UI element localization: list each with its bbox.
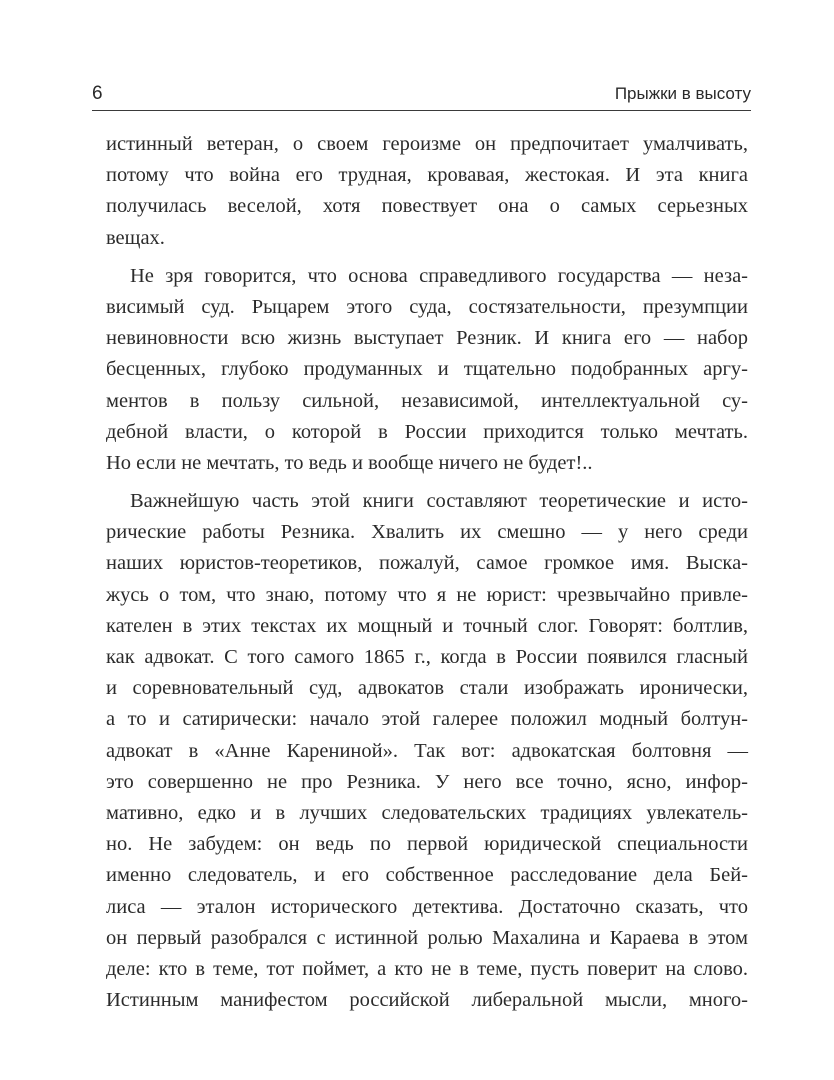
header-rule: [92, 110, 751, 111]
text-line: Но если не мечтать, то ведь и вообще ничего не будет!..: [106, 451, 593, 474]
text-line: как адвокат. С того самого 1865 г., когда в России появился гласный: [106, 646, 748, 668]
text-line: потому что война его трудная, кровавая, жестокая. И эта книга: [106, 164, 748, 187]
text-line: Важнейшую часть этой книги составляют теоретические и исто-: [130, 490, 748, 513]
text-line: бесценных, глубоко продуманных и тщательно подобранных аргу-: [106, 358, 748, 381]
body-text: [106, 129, 748, 1016]
text-line: лиса — эталон исторического детектива. Достаточно сказать, что: [106, 895, 748, 918]
text-line: Не зря говорится, что основа справедливого государства — неза-: [130, 264, 748, 287]
page-number: 6: [92, 83, 103, 104]
text-line: и соревновательный суд, адвокатов стали изображать иронически,: [106, 677, 748, 700]
text-line: наших юристов-теоретиков, пожалуй, самое громкое имя. Выска-: [106, 552, 748, 575]
text-line: это совершенно не про Резника. У него все точно, ясно, инфор-: [106, 770, 748, 793]
text-line: вещах.: [106, 226, 165, 249]
text-line: мативно, едко и в лучших следовательских традициях увлекатель-: [106, 801, 748, 824]
text-line: истинный ветеран, о своем героизме он предпочитает умалчивать,: [106, 133, 748, 155]
text-line: получилась веселой, хотя повествует она о самых серьезных: [106, 195, 748, 218]
text-line: дебной власти, о которой в России приходится только мечтать.: [106, 420, 748, 443]
text-line: Истинным манифестом российской либеральной мысли, много-: [106, 989, 748, 1012]
text-line: висимый суд. Рыцарем этого суда, состязательности, презумпции: [106, 295, 748, 318]
text-line: а то и сатирически: начало этой галерее положил модный болтун-: [106, 708, 748, 731]
text-line: невиновности всю жизнь выступает Резник. И книга его — набор: [106, 327, 748, 350]
text-line: адвокат в «Анне Карениной». Так вот: адвокатская болтовня —: [106, 739, 748, 762]
text-line: но. Не забудем: он ведь по первой юридической специальности: [106, 833, 748, 856]
text-line: жусь о том, что знаю, потому что я не юрист: чрезвычайно привле-: [106, 583, 748, 606]
text-line: рические работы Резника. Хвалить их смешно — у него среди: [106, 521, 748, 544]
text-line: именно следователь, и его собственное расследование дела Бей-: [106, 864, 748, 887]
text-line: кателен в этих текстах их мощный и точный слог. Говорят: болтлив,: [106, 614, 748, 637]
text-line: он первый разобрался с истинной ролью Махалина и Караева в этом: [106, 926, 748, 949]
running-header: [92, 82, 751, 106]
running-title: Прыжки в высоту: [614, 84, 751, 103]
text-line: деле: кто в теме, тот поймет, а кто не в теме, пусть поверит на слово.: [106, 957, 748, 980]
text-line: ментов в пользу сильной, независимой, интеллектуальной су-: [106, 389, 748, 412]
